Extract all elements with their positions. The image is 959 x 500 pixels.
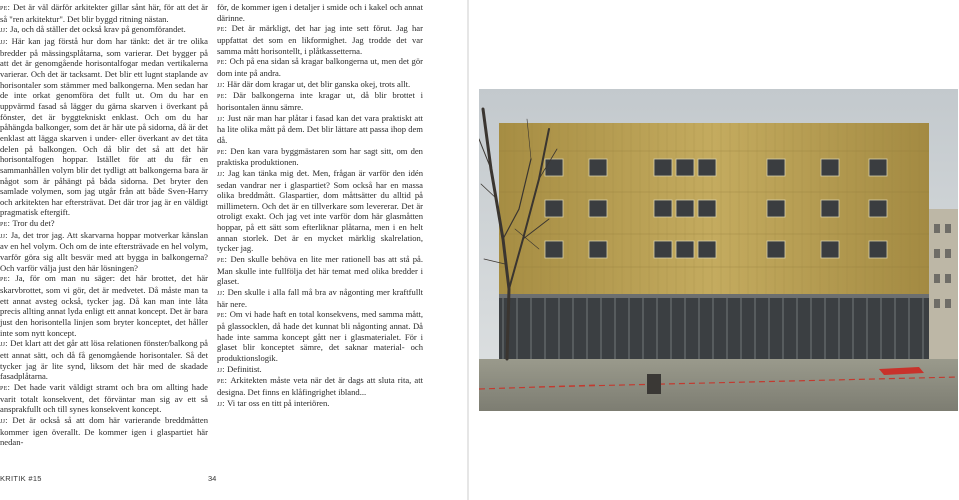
dialogue-text: Den skulle i alla fall må bra av någonting mer kraftfullt här nere. [217,287,423,309]
dialogue-paragraph [217,398,423,410]
dialogue-text: Där balkongerna inte kragar ut, då blir brottet i horisontalen ännu sämre. [217,90,423,112]
neighbor-building [929,209,958,359]
dialogue-paragraph [0,36,208,218]
speaker-initials: jj: [217,79,228,89]
speaker-initials: jj: [217,168,229,178]
dialogue-paragraph [217,309,423,363]
speaker-initials: jj: [0,339,11,349]
dialogue-paragraph [217,79,423,91]
dialogue-text: Arkitekten måste veta när det är dags att sluta rita, att designa. Det finns en klåfingrighet ibland... [217,375,423,397]
glass-ground-floor [499,294,929,364]
dialogue-paragraph [217,113,423,146]
speaker-initials: pe: [217,57,230,67]
dialogue-paragraph [217,364,423,376]
dialogue-paragraph [0,273,208,338]
speaker-initials: pe: [217,146,231,156]
dialogue-text: Den kan vara byggmästaren som har sagt sitt, om den praktiska produktionen. [217,145,423,168]
speaker-initials: jj: [0,230,11,240]
dialogue-text: Just när man har plåtar i fasad kan det vara praktiskt att ha lite olika mått på dem. Det blir lättare att passa ihop dem då. [217,112,424,145]
dialogue-text: Tror du det? [12,218,55,229]
dialogue-text: Det är väl därför arkitekter gillar sånt här, för att det är så "ren arkitektur". Det blir byggd ritning nästan. [0,2,208,24]
speaker-initials: jj: [0,415,13,425]
dialogue-text: Det klart att det går att lösa relationen fönster/balkong på ett annat sätt, och då få genomgående horisontaler. Så det tycker jag är lite synd, liksom det här med de skadade fasadplåtarna. [0,338,208,382]
speaker-initials: pe: [217,376,231,386]
dialogue-text: Definitist. [227,363,262,374]
dialogue-text: Vi tar oss en titt på interiören. [227,397,330,408]
dialogue-text: Det hade varit väldigt stramt och bra om allting hade varit totalt konsekvent, det förväntar man sig av ett så ansprakfullt och till synes konsekvent koncept. [0,381,208,415]
dialogue-text: Här kan jag förstå hur dom har tänkt: det är tre olika bredder på mässingsplåtarna, som varierar. Det bygger på att det är genomgående horisontalfogar medan vertikalerna varierar. Och det är tacksamt. Det blir ett lugnt staplande av horisontaler som stämmer med balkongerna. Men sedan har de inte orkat genomföra det fullt ut. Om du har en uppvärmd fasad så lägger du gärna skarven i överkant på fönster, det är byggtekniskt enklast. Och om du har påhängda balkonger, som det är här ute på sidorna, då är det enklast att lägga skarven i under- eller överkant av det täta delen på balkongen. Och då blir det så att det här horisontalfogen hoppar. Istället för att du får en sammanhållen volym blir det tydligt att balkongerna bara är något som är påhängt på båda sidorna. Det bryter den samlade volymen, som jag utgår från att både Sven-Harry och arkitekten har eftersträvat. Det där tror jag är en väldigt pragmatisk eftergift. [0,35,208,218]
dialogue-text: Ja, det tror jag. Att skarvarna hoppar motverkar känslan av en hel volym. Och om de inte eftersträvade en hel volym, varför göra sig allt besvär med att bygga in balkongerna? Och varför välja just den här lösningen? [0,229,209,273]
speaker-initials: pe: [0,382,14,392]
dialogue-paragraph [217,23,423,56]
speaker-initials: jj: [0,36,12,46]
dialogue-text: Den skulle behöva en lite mer rationell bas att stå på. Man skulle inte fullfölja det här temat med olika bredder i glaset. [217,254,423,287]
dialogue-paragraph [217,287,423,309]
dialogue-paragraph [0,230,208,274]
dialogue-paragraph [217,168,423,254]
speaker-initials: pe: [217,310,230,320]
dialogue-text: Och på ena sidan så kragar balkongerna ut, men det gör dom inte på andra. [217,56,423,78]
speaker-initials: pe: [0,219,13,229]
dialogue-paragraph [0,338,208,382]
text-column-middle [217,2,423,409]
dialogue-paragraph [0,2,208,24]
footer-page-number: 34 [208,474,217,483]
speaker-initials: jj: [217,113,228,123]
speaker-initials: pe: [0,3,14,12]
speaker-initials: jj: [0,25,11,35]
building-photo [479,89,958,411]
dialogue-text: Ja, för om man nu säger: det här brottet, det här skarvbrottet, som vi gör, det är medvetet. Då måste man ta ett annat avsteg också, tycker jag. Då kan man inte låta precis allting annat lyda enligt ett annat koncept. Det är bara just den horisontella linjen som bryter konceptet, det håller inte som nytt koncept. [0,273,208,338]
dialogue-text: Det är också så att dom här varierande breddmåtten kommer igen överallt. De kommer igen i glaspartiet här nedan- [0,414,208,448]
dialogue-text: Ja, och då ställer det också krav på genomförandet. [10,24,186,35]
right-page [469,0,959,500]
dialogue-paragraph [0,24,208,36]
speaker-initials: pe: [217,255,231,265]
dialogue-paragraph [217,56,423,78]
dialogue-paragraph [217,146,423,168]
ground [479,359,958,411]
left-page [0,0,467,500]
dialogue-paragraph [217,254,423,287]
speaker-initials: pe: [0,274,16,284]
text-column-left [0,2,208,448]
dialogue-paragraph [0,382,208,415]
dialogue-text: Om vi hade haft en total konsekvens, med samma mått, på glassocklen, då hade det kunnat bli någonting annat. Då hade inte samma koncept gått ner i glasmaterialet. För i glaset blir konceptet sämre, det saknar material- och produktionslogik. [217,309,423,363]
footer-magazine-label: KRITIK #15 [0,474,42,483]
dialogue-paragraph [0,218,208,230]
dialogue-text: Det är märkligt, det har jag inte sett förut. Jag har uppfattat det som en likformighet. Jag trodde det var samma mått horisontellt, i plåtkassetterna. [217,23,423,56]
speaker-initials: jj: [217,288,228,298]
dialogue-text: Här där dom kragar ut, det blir ganska okej, trots allt. [227,78,411,89]
speaker-initials: pe: [217,24,232,34]
continued-paragraph: för, de kommer igen i detaljer i smide och i kakel och annat därinne. [217,2,423,23]
speaker-initials: jj: [217,398,228,408]
dialogue-paragraph [217,375,423,397]
dialogue-paragraph [0,415,208,448]
dialogue-text: Jag kan tänka mig det. Men, frågan är varför den idén sedan vandrar ner i glaspartiet? Som också har en massa olika breddmått. Glaspartier, dom måttsätter du alltid på millimetern. Och det är en tillverkare som levererar. Det är otroligt exakt. Och jag vet inte varför dom här glasmåtten hoppar, på ett sätt som efterliknar plåtarna, men i en helt annan storlek. Det är en mycket märklig skalrelation, tycker jag. [217,167,424,254]
speaker-initials: pe: [217,91,234,101]
speaker-initials: jj: [217,364,228,374]
dialogue-paragraph [217,90,423,112]
